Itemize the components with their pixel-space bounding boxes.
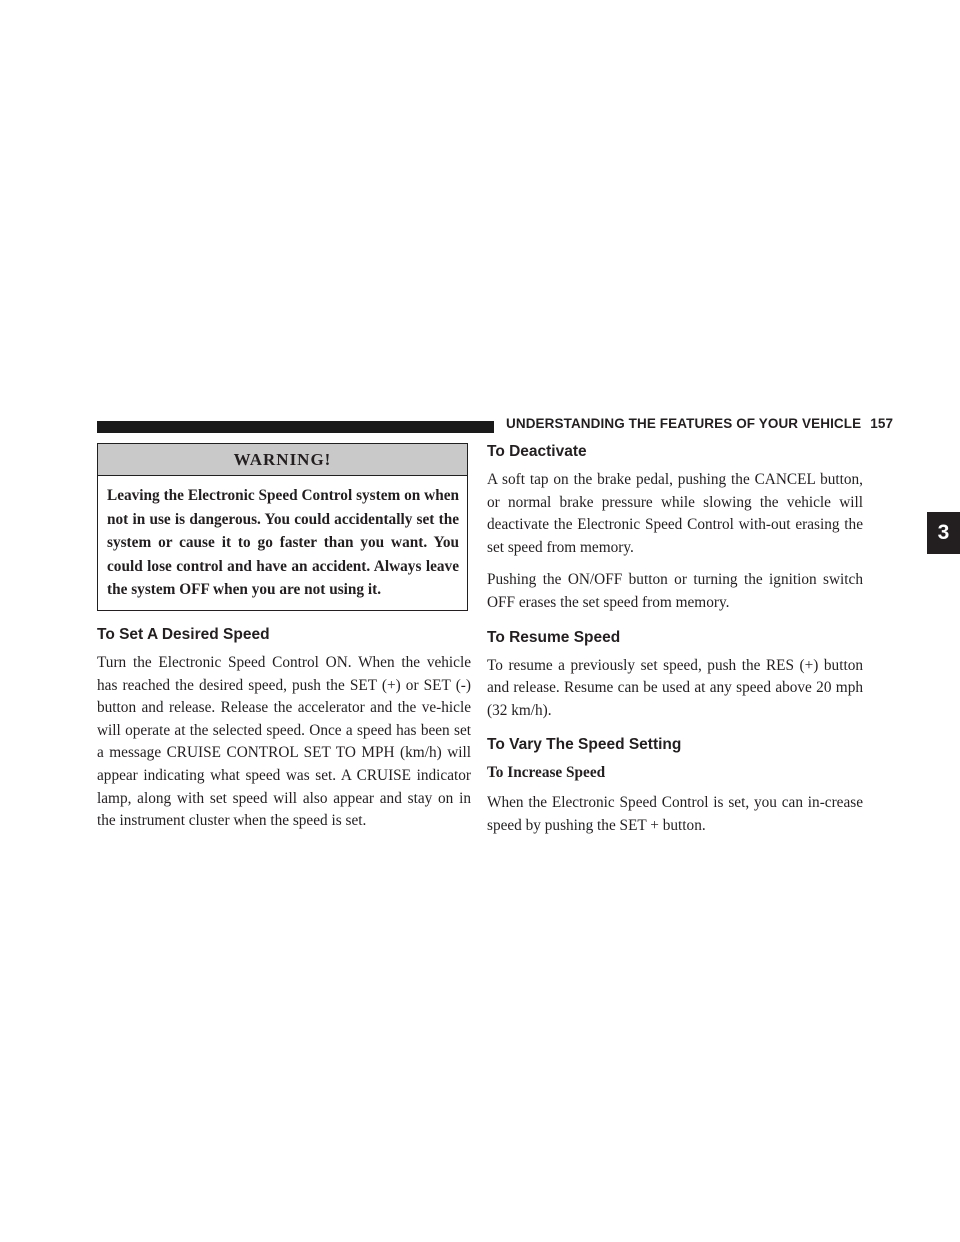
paragraph-set-speed: Turn the Electronic Speed Control ON. When the vehicle has reached the desired speed, push the SET (+) or SET (-) button and release. Release the accelerator and the ve-hicle will operate at the selected speed. Once a speed has been set a message CRUISE CONTROL SET TO MPH (km/h) will appear indicating what speed was set. A CRUISE indicator lamp, along with set speed will also appear and stay on in the instrument cluster when the speed is set. [97, 653, 471, 830]
right-column [487, 443, 863, 838]
warning-title: WARNING! [98, 444, 467, 476]
header-rule [97, 421, 494, 433]
section-title: UNDERSTANDING THE FEATURES OF YOUR VEHICLE [506, 416, 862, 431]
heading-vary-speed: To Vary The Speed Setting [487, 736, 682, 754]
chapter-tab: 3 [927, 512, 960, 554]
subheading-increase-speed: To Increase Speed [487, 764, 606, 782]
paragraph-deactivate-1: A soft tap on the brake pedal, pushing the CANCEL button, or normal brake pressure while slowing the vehicle will deactivate the Electronic Speed Control with-out erasing the set speed from memory. [487, 471, 863, 556]
left-column [97, 443, 471, 833]
heading-set-speed: To Set A Desired Speed [97, 625, 270, 643]
paragraph-resume: To resume a previously set speed, push the RES (+) button and release. Resume can be used at any speed above 20 mph (32 km/h). [487, 656, 863, 719]
warning-text: Leaving the Electronic Speed Control system on when not in use is dangerous. You could accidentally set the system or cause it to go faster than you want. You could lose control and have an accident. Always leave the system OFF when you are not using it. [107, 487, 459, 599]
heading-deactivate: To Deactivate [487, 443, 587, 460]
page-number: 157 [870, 416, 894, 431]
paragraph-increase-speed: When the Electronic Speed Control is set, you can in-crease speed by pushing the SET + button. [487, 794, 863, 834]
warning-box [97, 443, 468, 611]
paragraph-deactivate-2: Pushing the ON/OFF button or turning the ignition switch OFF erases the set speed from memory. [487, 571, 863, 611]
running-header [506, 416, 894, 431]
heading-resume: To Resume Speed [487, 628, 621, 646]
